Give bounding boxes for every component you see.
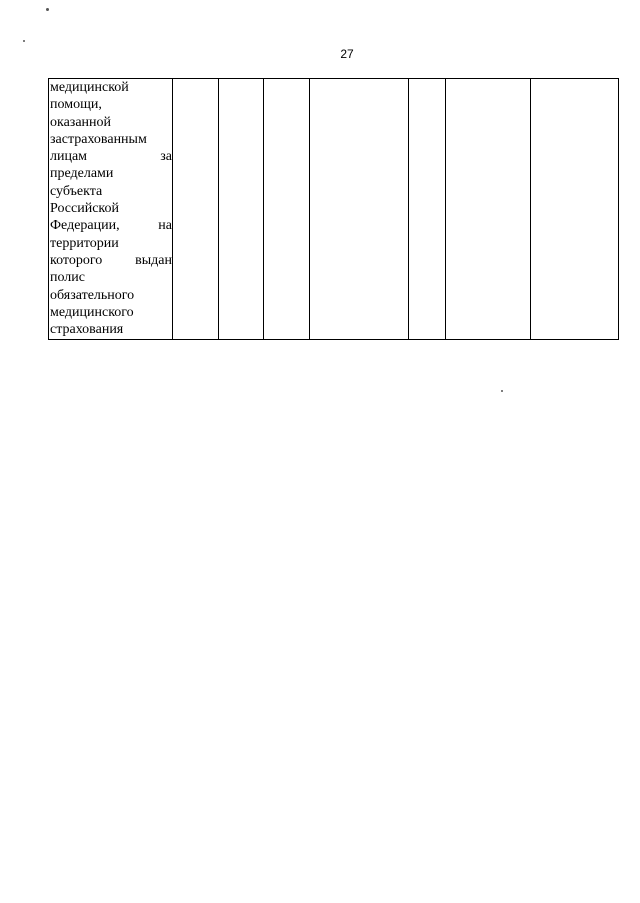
table-cell-empty: [446, 79, 531, 340]
cell-text-line: [50, 217, 172, 234]
table-cell-description: [49, 79, 173, 340]
cell-text-line: помощи,: [50, 97, 102, 113]
cell-word: которого: [50, 252, 103, 268]
cell-text-line: субъекта: [50, 183, 103, 199]
scan-speck: [46, 8, 49, 11]
cell-text-line: пределами: [50, 166, 114, 182]
cell-text-line: обязательного: [50, 287, 135, 303]
cell-word: Федерации,: [50, 218, 120, 234]
cell-word: выдан: [135, 252, 172, 268]
cell-text-line: Российской: [50, 201, 119, 217]
cell-word: лицам: [50, 149, 88, 165]
table-cell-empty: [219, 79, 264, 340]
cell-text-line: территории: [50, 235, 119, 251]
table-cell-empty: [173, 79, 219, 340]
table-row: [49, 79, 619, 340]
cell-word: за: [160, 149, 172, 165]
cell-text-line: застрахованным: [50, 131, 147, 147]
cell-text-line: страхования: [50, 322, 124, 338]
table-cell-empty: [531, 79, 619, 340]
cell-text-line: медицинского: [50, 304, 134, 320]
page-number: 27: [340, 47, 354, 61]
cell-text-line: полис: [50, 270, 85, 286]
scan-speck: [23, 40, 25, 42]
cell-text-line: [50, 148, 172, 165]
cell-word: на: [158, 218, 172, 234]
table-cell-empty: [264, 79, 310, 340]
table-cell-empty: [409, 79, 446, 340]
cell-text-line: [50, 252, 172, 269]
cell-text-line: медицинской: [50, 80, 129, 95]
table-cell-empty: [310, 79, 409, 340]
document-table: [48, 78, 619, 340]
scan-speck: [501, 390, 503, 392]
cell-text-line: оказанной: [50, 114, 112, 130]
